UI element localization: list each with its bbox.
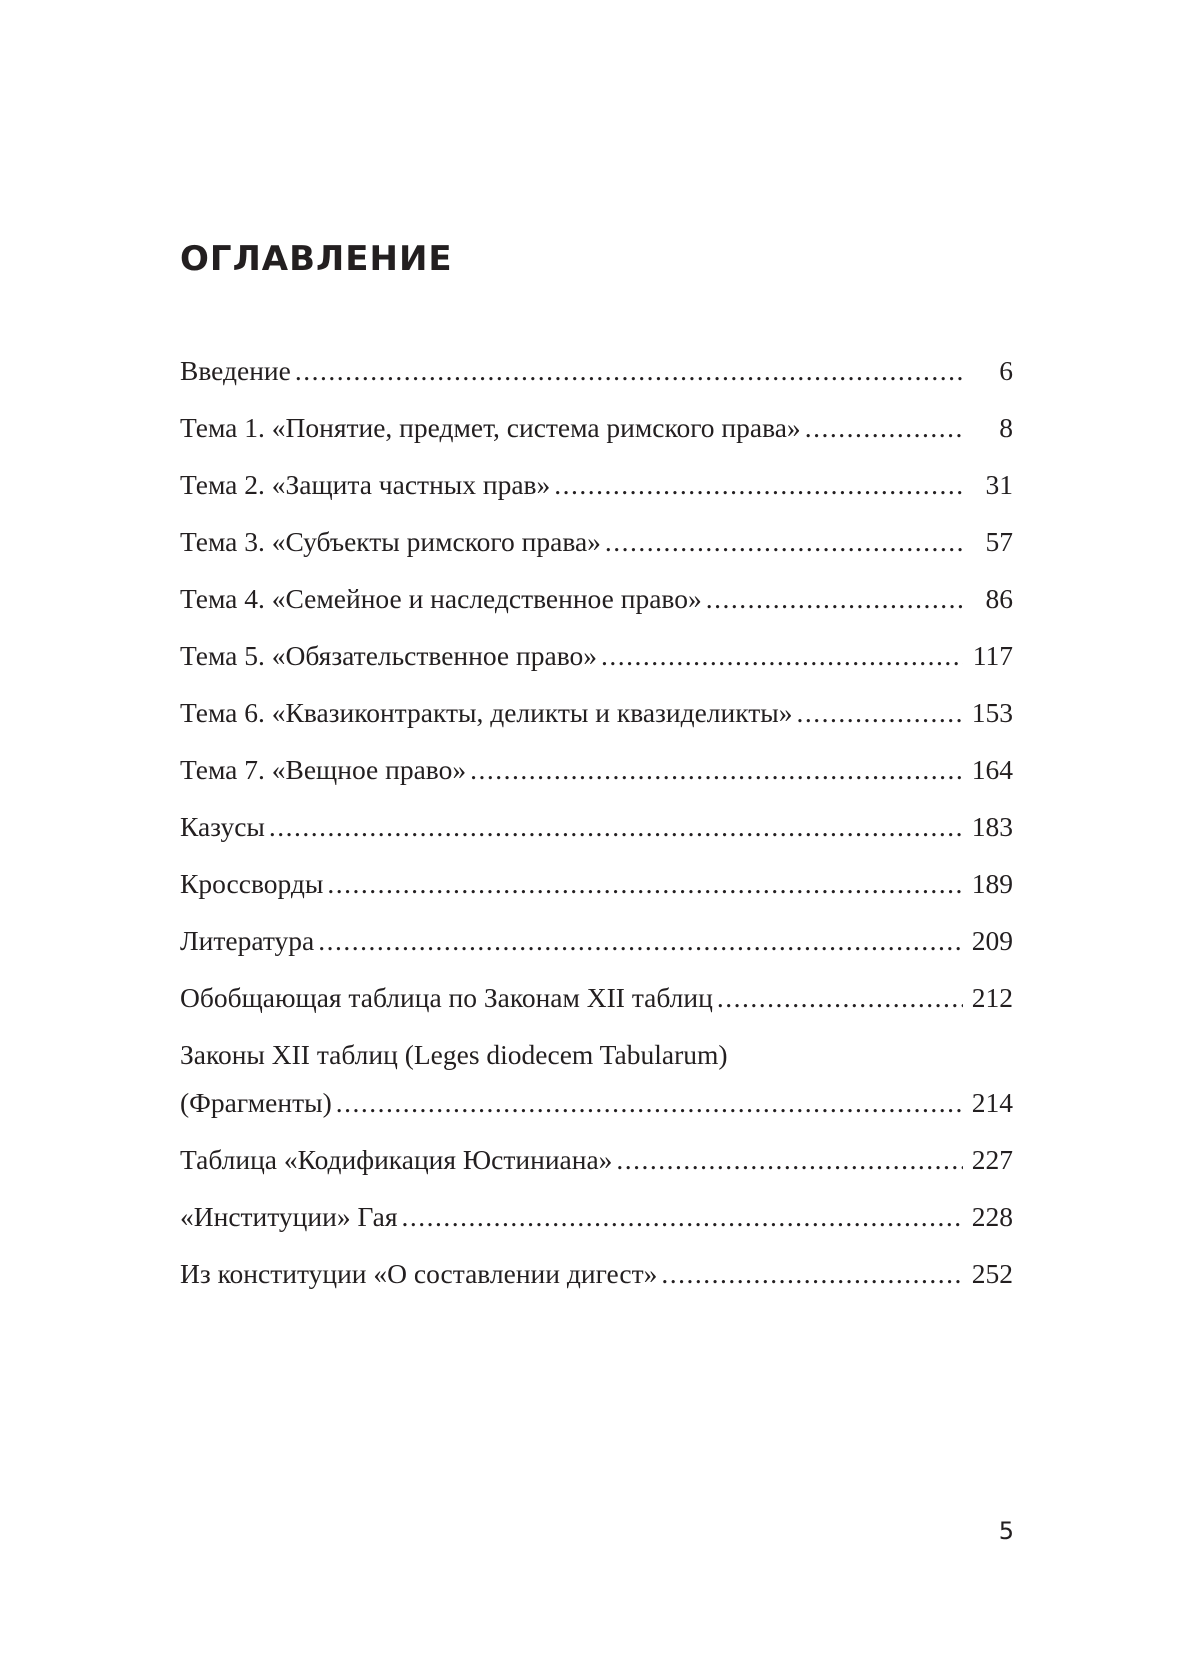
dot-leader — [805, 411, 963, 445]
dot-leader — [318, 924, 963, 958]
toc-entry-topic-2[interactable] — [180, 468, 1013, 502]
toc-entry-twelve-tables[interactable] — [180, 1038, 1013, 1120]
toc-entry-page: 252 — [971, 1258, 1013, 1289]
toc-entry-summary-table[interactable] — [180, 981, 1013, 1015]
dot-leader — [554, 468, 963, 502]
dot-leader — [269, 810, 963, 844]
toc-heading: ОГЛАВЛЕНИЕ — [180, 239, 453, 279]
dot-leader — [717, 981, 963, 1015]
toc-entry-page: 31 — [985, 469, 1013, 500]
toc-entry-page: 228 — [971, 1201, 1013, 1232]
toc-entry-crosswords[interactable] — [180, 867, 1013, 901]
toc-entry-justinian-table[interactable] — [180, 1143, 1013, 1177]
toc-entry-page: 164 — [971, 754, 1013, 785]
toc-entry-page: 117 — [972, 640, 1013, 671]
toc-entry-page: 212 — [971, 982, 1013, 1013]
dot-leader — [327, 867, 963, 901]
toc-entry-title: «Институции» Гая — [180, 1201, 398, 1232]
toc-entry-page: 8 — [999, 412, 1013, 443]
page-number: 5 — [998, 1517, 1014, 1545]
toc-entry-second-line — [180, 1086, 1013, 1120]
toc-entry-title: Тема 2. «Защита частных прав» — [180, 469, 551, 500]
toc-entry-page: 183 — [971, 811, 1013, 842]
toc-entry-title: Таблица «Кодификация Юстиниана» — [180, 1144, 613, 1175]
toc-entry-title: Литература — [180, 925, 315, 956]
toc-entry-title: Тема 6. «Квазиконтракты, деликты и квазиделикты» — [180, 697, 793, 728]
toc-entry-cases[interactable] — [180, 810, 1013, 844]
toc-entry-page: 209 — [971, 925, 1013, 956]
toc-entry-page: 6 — [999, 355, 1013, 386]
toc-entry-page: 57 — [985, 526, 1013, 557]
dot-leader — [661, 1257, 963, 1291]
toc-list — [180, 354, 1013, 1314]
toc-entry-topic-5[interactable] — [180, 639, 1013, 673]
toc-entry-title: Тема 4. «Семейное и наследственное право» — [180, 583, 702, 614]
toc-entry-digest-constitution[interactable] — [180, 1257, 1013, 1291]
toc-entry-title: Тема 1. «Понятие, предмет, система римского права» — [180, 412, 801, 443]
toc-entry-title: Введение — [180, 355, 291, 386]
toc-entry-title: Обобщающая таблица по Законам XII таблиц — [180, 982, 713, 1013]
toc-entry-gaius-institutes[interactable] — [180, 1200, 1013, 1234]
dot-leader — [605, 525, 963, 559]
toc-entry-page: 189 — [971, 868, 1013, 899]
dot-leader — [601, 639, 963, 673]
toc-entry-title: Тема 3. «Субъекты римского права» — [180, 526, 601, 557]
toc-entry-title: Кроссворды — [180, 868, 324, 899]
toc-entry-topic-7[interactable] — [180, 753, 1013, 787]
toc-entry-page: 227 — [971, 1144, 1013, 1175]
dot-leader — [295, 354, 963, 388]
dot-leader — [796, 696, 963, 730]
toc-entry-title: Тема 7. «Вещное право» — [180, 754, 467, 785]
dot-leader — [616, 1143, 963, 1177]
toc-entry-title: Из конституции «О составлении дигест» — [180, 1258, 658, 1289]
toc-entry-title-continuation: (Фрагменты) — [180, 1087, 332, 1118]
toc-entry-title: Тема 5. «Обязательственное право» — [180, 640, 597, 671]
dot-leader — [402, 1200, 963, 1234]
toc-entry-topic-6[interactable] — [180, 696, 1013, 730]
dot-leader — [470, 753, 963, 787]
toc-entry-title: Законы XII таблиц (Leges diodecem Tabularum) — [180, 1039, 728, 1070]
toc-entry-literature[interactable] — [180, 924, 1013, 958]
toc-entry-introduction[interactable] — [180, 354, 1013, 388]
toc-entry-topic-4[interactable] — [180, 582, 1013, 616]
dot-leader — [706, 582, 963, 616]
dot-leader — [336, 1086, 963, 1120]
toc-entry-page: 153 — [971, 697, 1013, 728]
toc-entry-page: 214 — [971, 1087, 1013, 1118]
toc-entry-page: 86 — [985, 583, 1013, 614]
toc-entry-topic-1[interactable] — [180, 411, 1013, 445]
toc-entry-topic-3[interactable] — [180, 525, 1013, 559]
toc-entry-title: Казусы — [180, 811, 265, 842]
